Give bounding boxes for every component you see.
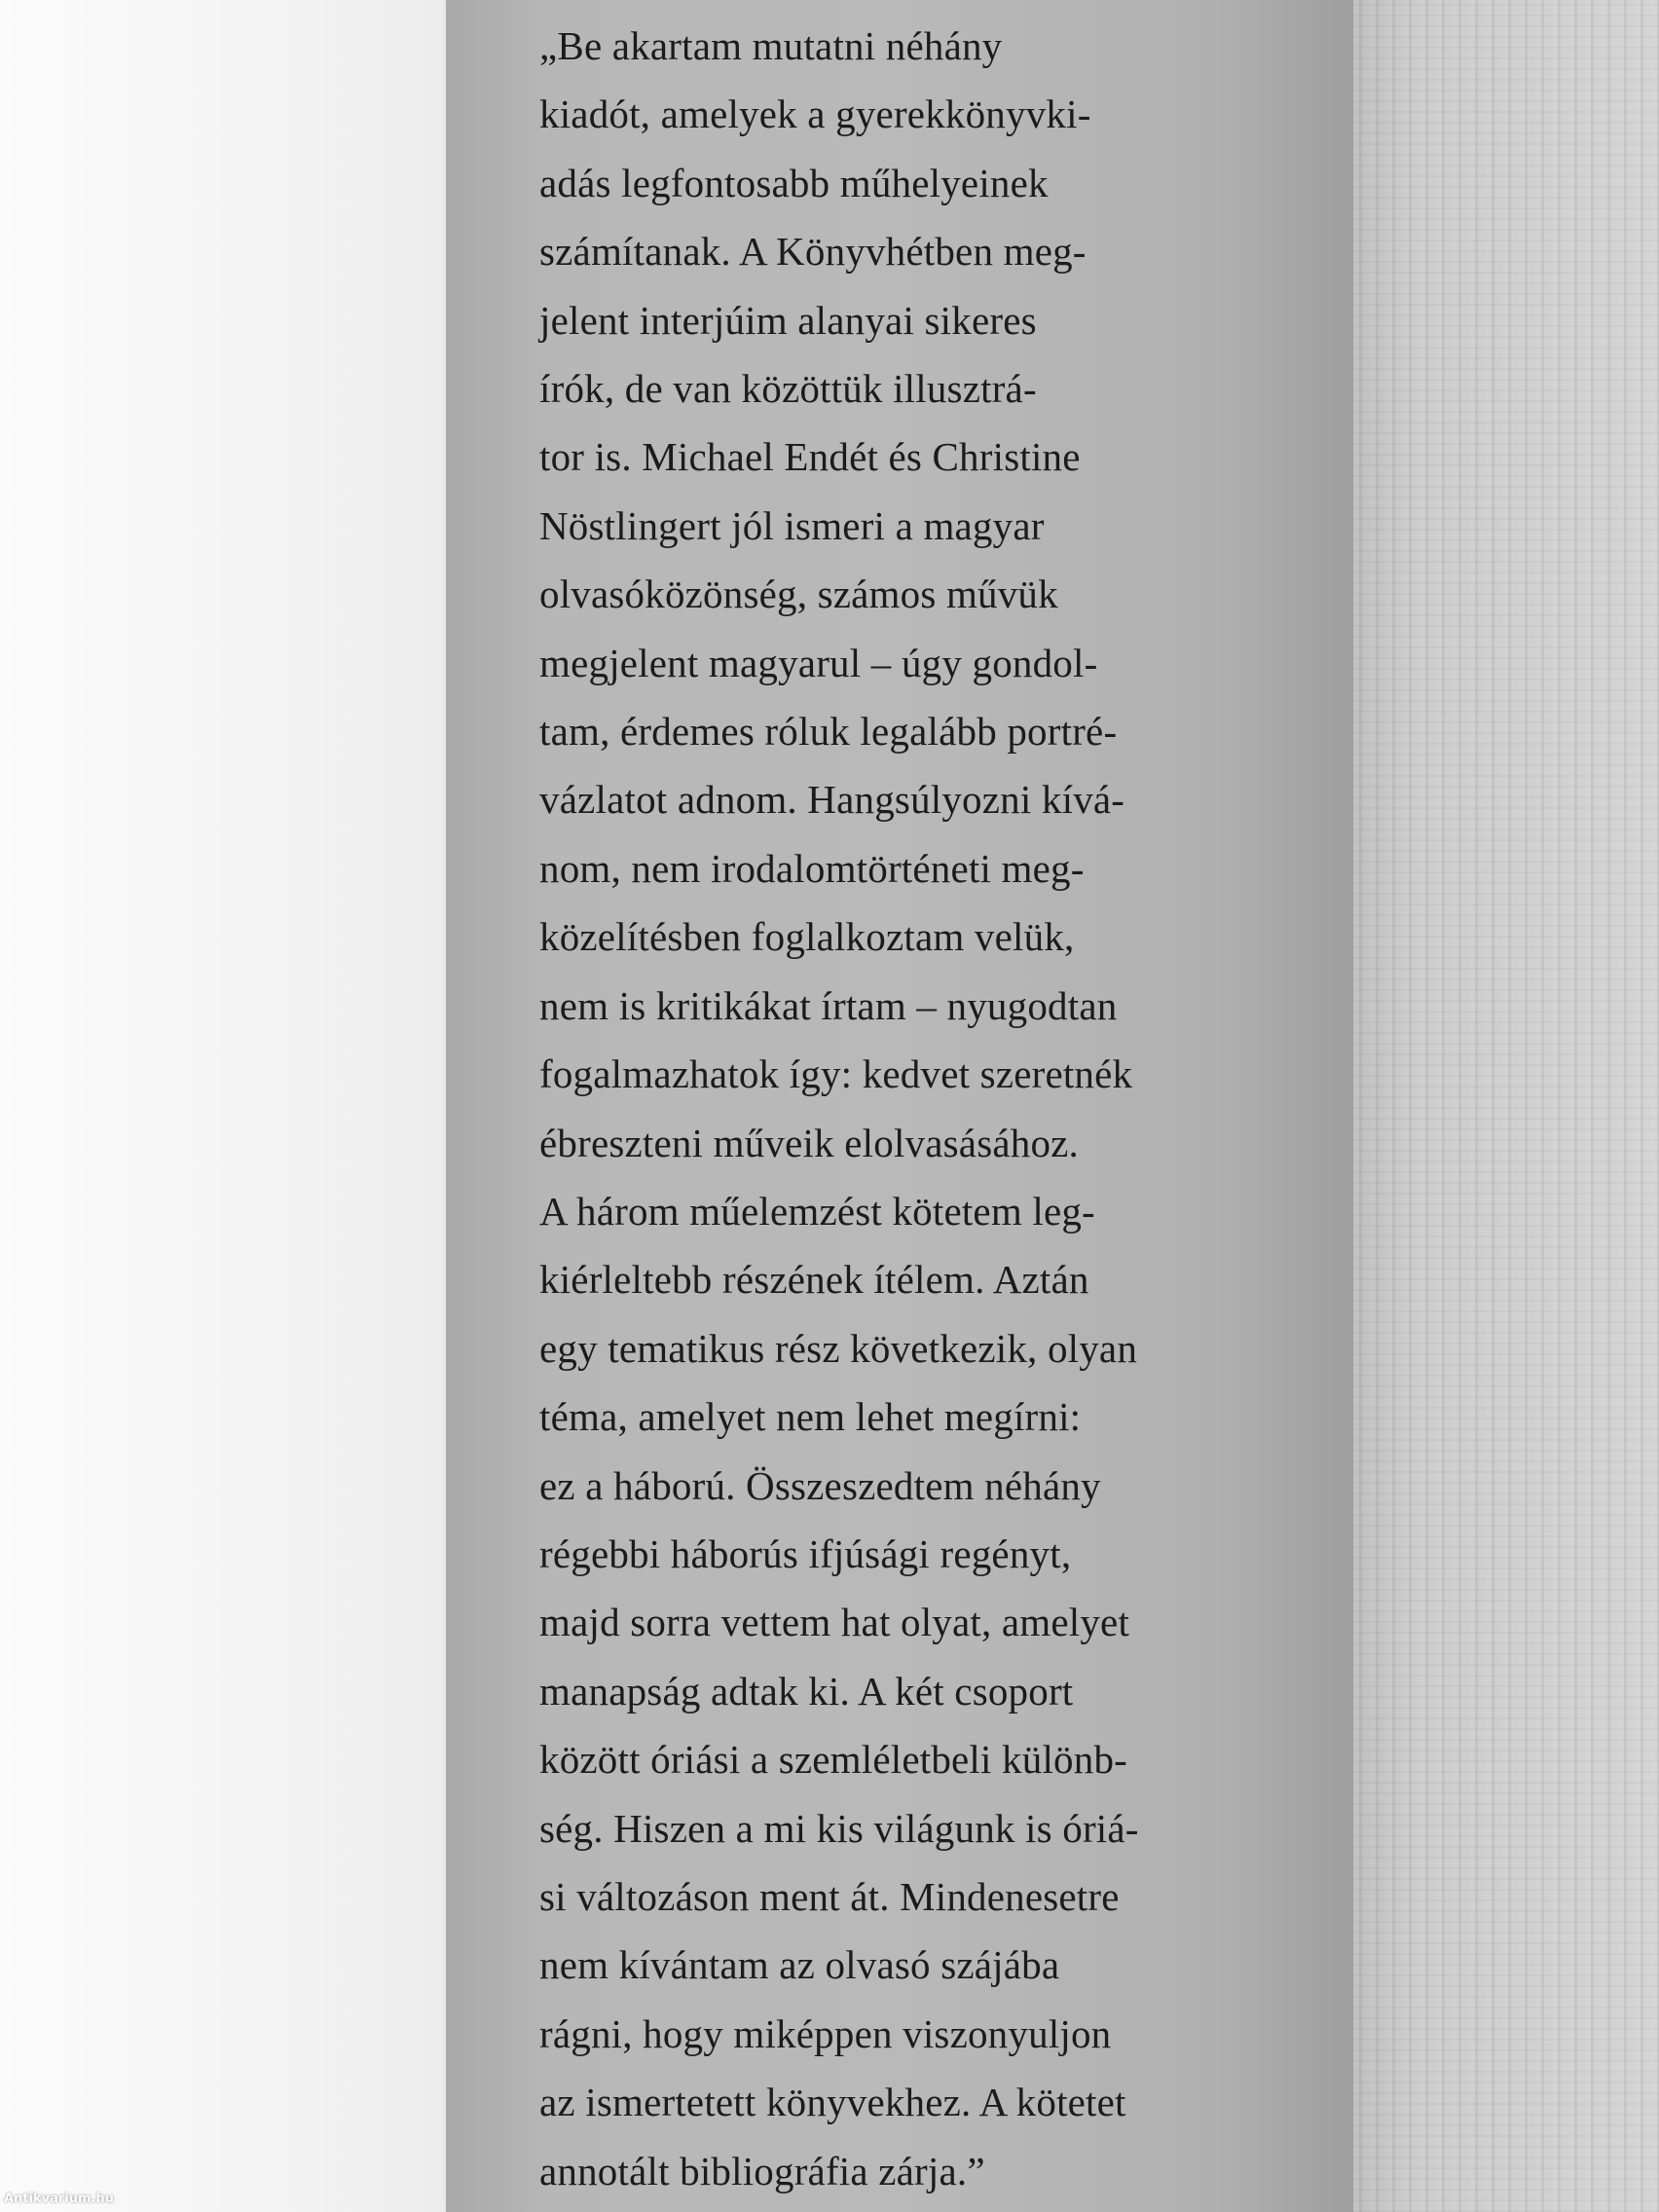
background-board-right xyxy=(1353,0,1659,2212)
blurb-line: írók, de van közöttük illusztrá- xyxy=(539,366,1037,412)
blurb-line: nom, nem irodalomtörténeti meg- xyxy=(539,845,1085,891)
background-page-left xyxy=(0,0,446,2212)
blurb-line: nem is kritikákat írtam – nyugodtan xyxy=(539,982,1118,1028)
watermark-text: Antikvarium.hu xyxy=(4,2192,114,2206)
blurb-line: ség. Hiszen a mi kis világunk is óriá- xyxy=(539,1805,1139,1851)
blurb-line: régebbi háborús ifjúsági regényt, xyxy=(539,1530,1072,1576)
blurb-line: manapság adtak ki. A két csoport xyxy=(539,1668,1074,1714)
blurb-line: majd sorra vettem hat olyat, amelyet xyxy=(539,1600,1130,1645)
blurb-line: kiérleltebb részének ítélem. Aztán xyxy=(539,1257,1089,1303)
blurb-line: megjelent magyarul – úgy gondol- xyxy=(539,640,1098,685)
blurb-line: olvasóközönség, számos művük xyxy=(539,571,1058,617)
blurb-text xyxy=(539,12,1318,2205)
blurb-line: vázlatot adnom. Hangsúlyozni kívá- xyxy=(539,777,1125,823)
blurb-line: számítanak. A Könyvhétben meg- xyxy=(539,229,1087,275)
blurb-line: kiadót, amelyek a gyerekkönyvki- xyxy=(539,92,1091,137)
blurb-line: ez a háború. Összeszedtem néhány xyxy=(539,1462,1101,1508)
blurb-line: között óriási a szemléletbeli különb- xyxy=(539,1737,1128,1783)
blurb-line: ébreszteni műveik elolvasásához. xyxy=(539,1120,1079,1165)
blurb-line: A három műelemzést kötetem leg- xyxy=(539,1188,1095,1234)
blurb-line: rágni, hogy miképpen viszonyuljon xyxy=(539,2010,1112,2056)
blurb-line: jelent interjúim alanyai sikeres xyxy=(539,297,1037,343)
book-flap xyxy=(446,0,1353,2212)
blurb-line: közelítésben foglalkoztam velük, xyxy=(539,914,1075,960)
blurb-line: Nöstlingert jól ismeri a magyar xyxy=(539,502,1045,548)
blurb-line: tam, érdemes róluk legalább portré- xyxy=(539,709,1118,755)
blurb-line: egy tematikus rész következik, olyan xyxy=(539,1325,1138,1371)
blurb-line: tor is. Michael Endét és Christine xyxy=(539,434,1081,480)
blurb-line: téma, amelyet nem lehet megírni: xyxy=(539,1394,1082,1440)
blurb-line: fogalmazhatok így: kedvet szeretnék xyxy=(539,1051,1133,1097)
blurb-line: adás legfontosabb műhelyeinek xyxy=(539,160,1049,205)
blurb-line: annotált bibliográfia zárja.” xyxy=(539,2148,985,2194)
blurb-line: „Be akartam mutatni néhány xyxy=(539,23,1003,68)
blurb-line: si változáson ment át. Mindenesetre xyxy=(539,1873,1120,1919)
blurb-line: nem kívántam az olvasó szájába xyxy=(539,1942,1060,1988)
blurb-line: az ismertetett könyvekhez. A kötetet xyxy=(539,2080,1126,2125)
